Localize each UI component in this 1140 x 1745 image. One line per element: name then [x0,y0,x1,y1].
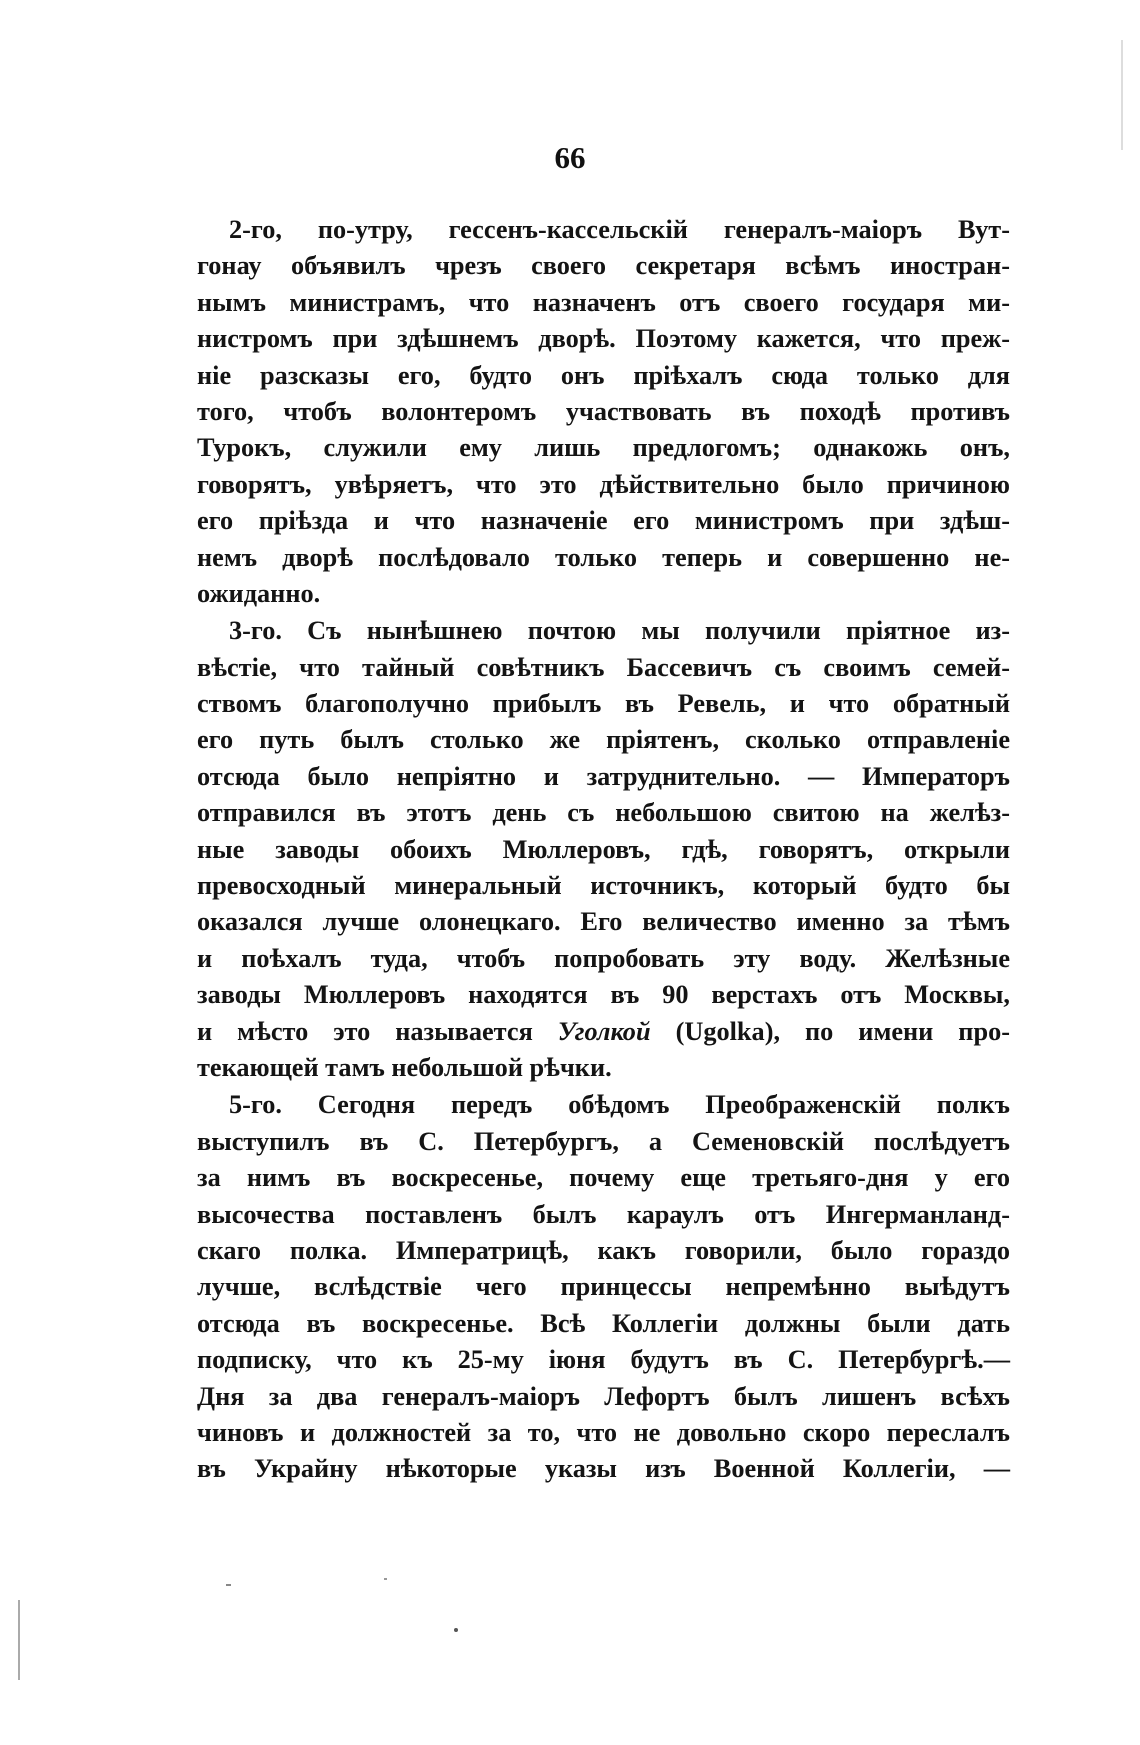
place-name-italic: Уголкой [557,1016,651,1046]
page-number: 66 [554,140,586,175]
text-line: высочества поставленъ былъ караулъ отъ Ингерманланд- [197,1199,1010,1229]
text-segment: и мѣсто это называется [197,1016,533,1046]
text-line: ніе разсказы его, будто онъ пріѣхалъ сюда только для [197,360,1010,390]
text-line: нымъ министрамъ, что назначенъ отъ своего государя ми- [197,287,1010,317]
text-line: 2-го, по-утру, гессенъ-кассельскій генералъ-маіоръ Вут- [229,215,1010,244]
text-line: его пріѣзда и что назначеніе его министромъ при здѣш- [197,506,1010,536]
scan-speck [384,1578,387,1580]
text-line: превосходный минеральный источникъ, который будто бы [197,871,1010,901]
text-line: лучше, вслѣдствіе чего принцессы непремѣнно выѣдутъ [197,1272,1010,1302]
text-line: гонау объявилъ чрезъ своего секретаря всѣмъ иностран- [197,251,1010,281]
paragraph-day-5 [197,1087,1010,1487]
text-line: ные заводы обоихъ Мюллеровъ, гдѣ, говорятъ, открыли [197,834,1010,864]
text-line: оказался лучше олонецкаго. Его величество именно за тѣмъ [197,907,1010,937]
text-line: Дня за два генералъ-маіоръ Лефортъ былъ лишенъ всѣхъ [197,1381,1010,1411]
page-edge-shadow [1121,40,1123,150]
paragraph-day-2 [197,212,1010,612]
text-line: чиновъ и должностей за то, что не довольно скоро переслалъ [197,1417,1010,1447]
paragraph-day-3 [197,613,1010,1086]
text-line: 3-го. Съ нынѣшнею почтою мы получили пріятное из- [229,616,1010,646]
text-line: отсюда было непріятно и затруднительно. — Императоръ [197,761,1010,791]
text-line: нистромъ при здѣшнемъ дворѣ. Поэтому кажется, что преж- [197,324,1010,354]
text-line: за нимъ въ воскресенье, почему еще третьяго-дня у его [197,1163,1010,1193]
text-line: отправился въ этотъ день съ небольшою свитою на желѣз- [197,798,1010,828]
text-line: 5-го. Сегодня передъ обѣдомъ Преображенскій полкъ [229,1090,1010,1120]
text-line: текающей тамъ небольшой рѣчки. [197,1052,612,1082]
text-line: отсюда въ воскресенье. Всѣ Коллегіи должны были дать [197,1308,1010,1338]
text-line: того, чтобъ волонтеромъ участвовать въ походѣ противъ [197,396,1010,426]
text-line: скаго полка. Императрицѣ, какъ говорили, было гораздо [197,1235,1010,1265]
body-text [197,212,1010,1489]
text-line: вѣстіе, что тайный совѣтникъ Бассевичъ съ своимъ семей- [197,652,1010,682]
text-line: подписку, что къ 25-му іюня будутъ въ С. Петербургѣ.— [197,1345,1010,1375]
text-line: выступилъ въ С. Петербургъ, а Семеновскій послѣдуетъ [197,1126,1010,1156]
text-line: немъ дворѣ послѣдовало только теперь и совершенно не- [197,542,1010,572]
scan-speck [226,1584,231,1586]
text-line-mixed [197,1014,1010,1050]
text-line: ожиданно. [197,578,321,608]
text-line: Турокъ, служили ему лишь предлогомъ; однакожь онъ, [197,433,1010,463]
text-line: говорятъ, увѣряетъ, что это дѣйствительно было причиною [197,469,1010,499]
text-segment-latin: (Ugolka), по имени про- [675,1016,1010,1046]
scan-speck [454,1628,458,1632]
text-line: въ Украйну нѣкоторые указы изъ Военной Коллегіи, — [197,1454,1010,1484]
scan-edge-line [18,1600,20,1680]
text-line: его путь былъ столько же пріятенъ, сколько отправленіе [197,725,1010,755]
text-line: заводы Мюллеровъ находятся въ 90 верстахъ отъ Москвы, [197,980,1010,1010]
text-line: и поѣхалъ туда, чтобъ попробовать эту воду. Желѣзные [197,943,1010,973]
text-line: ствомъ благополучно прибылъ въ Ревель, и что обратный [197,689,1010,719]
